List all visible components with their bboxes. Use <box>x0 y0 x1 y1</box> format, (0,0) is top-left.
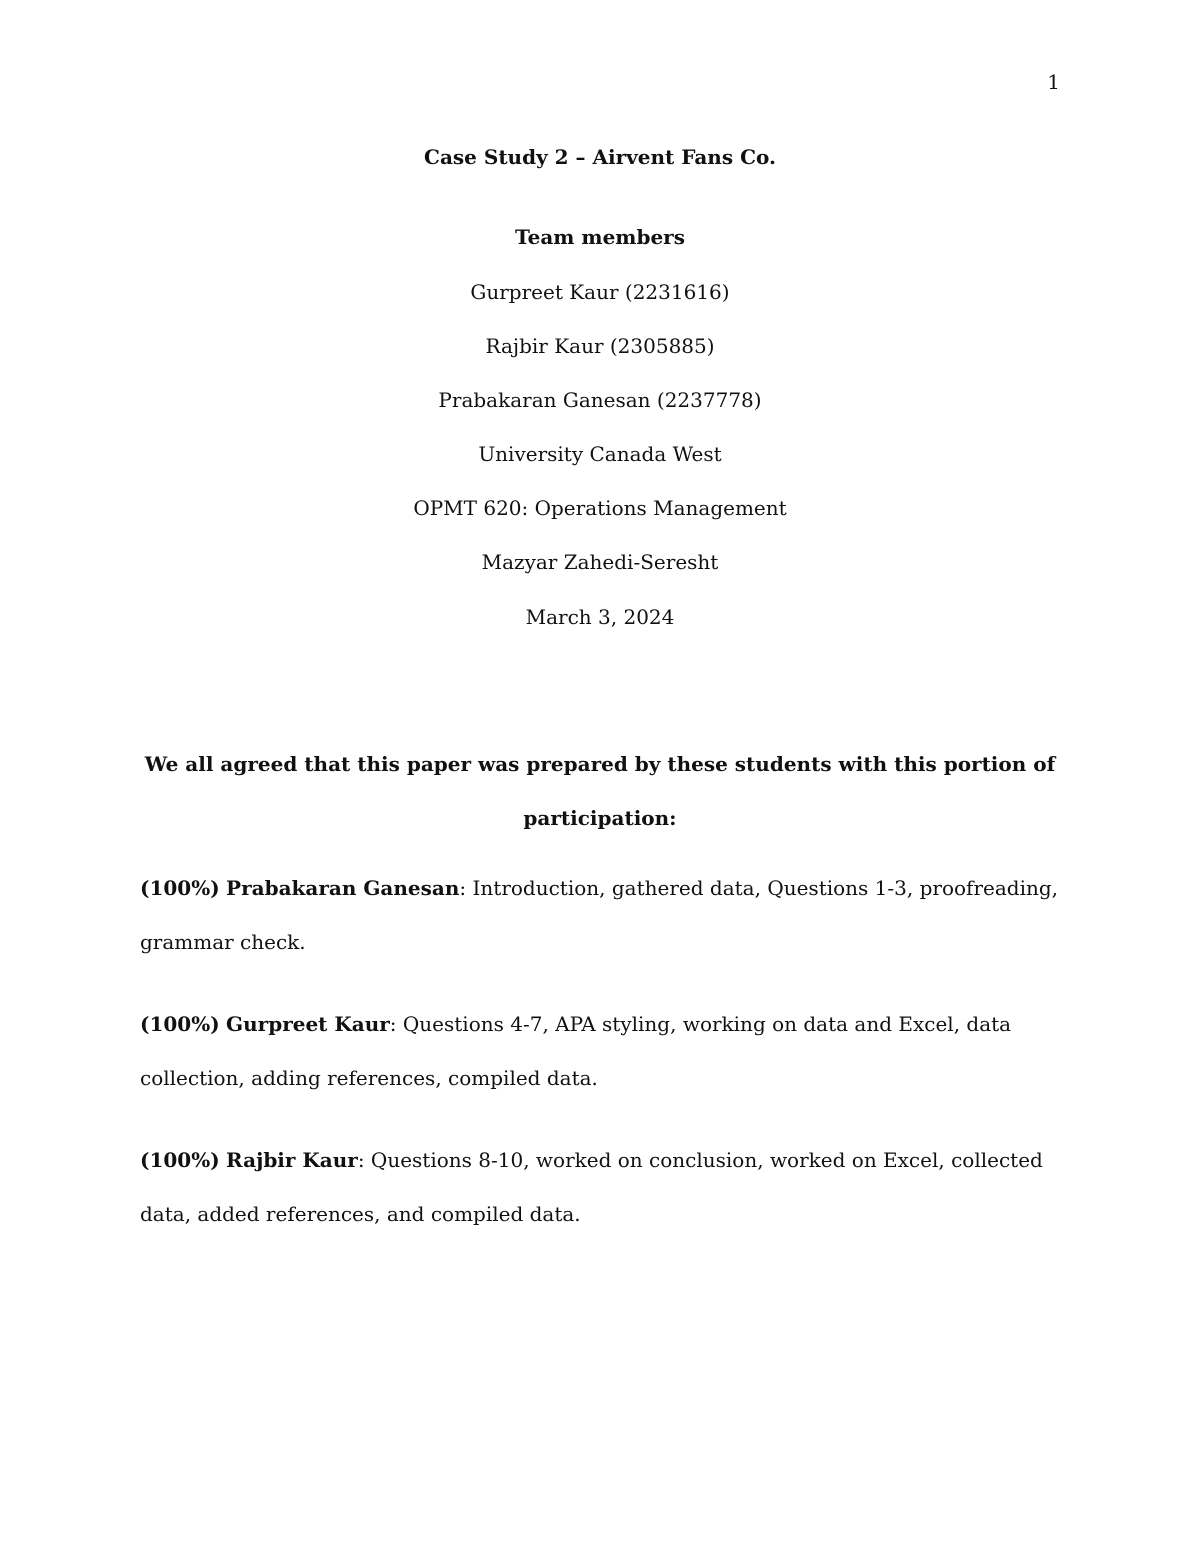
page-number: 1 <box>1047 70 1060 94</box>
contributor-name: Rajbir Kaur <box>226 1148 358 1172</box>
contribution-tasks: : Questions 4-7, APA styling, working on data and Excel, data collection, adding references, compiled data. <box>140 1012 1012 1090</box>
contribution-paragraph <box>140 1133 1060 1241</box>
instructor: Mazyar Zahedi-Seresht <box>481 550 719 574</box>
contribution-paragraph <box>140 997 1060 1105</box>
contribution-percent: (100%) <box>140 876 220 900</box>
team-member-2: Rajbir Kaur (2305885) <box>485 334 715 358</box>
document-title: Case Study 2 – Airvent Fans Co. <box>424 145 776 169</box>
institution: University Canada West <box>478 442 722 466</box>
contribution-tasks: : Introduction, gathered data, Questions 1-3, proofreading, grammar check. <box>140 876 1058 954</box>
contributor-name: Prabakaran Ganesan <box>226 876 460 900</box>
contribution-percent: (100%) <box>140 1148 220 1172</box>
contributor-name: Gurpreet Kaur <box>226 1012 390 1036</box>
contribution-percent: (100%) <box>140 1012 220 1036</box>
team-members-heading: Team members <box>515 225 685 249</box>
team-member-1: Gurpreet Kaur (2231616) <box>470 280 730 304</box>
date: March 3, 2024 <box>525 605 675 629</box>
contribution-paragraph <box>140 861 1060 969</box>
course: OPMT 620: Operations Management <box>413 496 787 520</box>
contribution-tasks: : Questions 8-10, worked on conclusion, worked on Excel, collected data, added references, and compiled data. <box>140 1148 1043 1226</box>
team-member-3: Prabakaran Ganesan (2237778) <box>438 388 762 412</box>
agreement-statement: We all agreed that this paper was prepared by these students with this portion of participation: <box>144 752 1056 830</box>
